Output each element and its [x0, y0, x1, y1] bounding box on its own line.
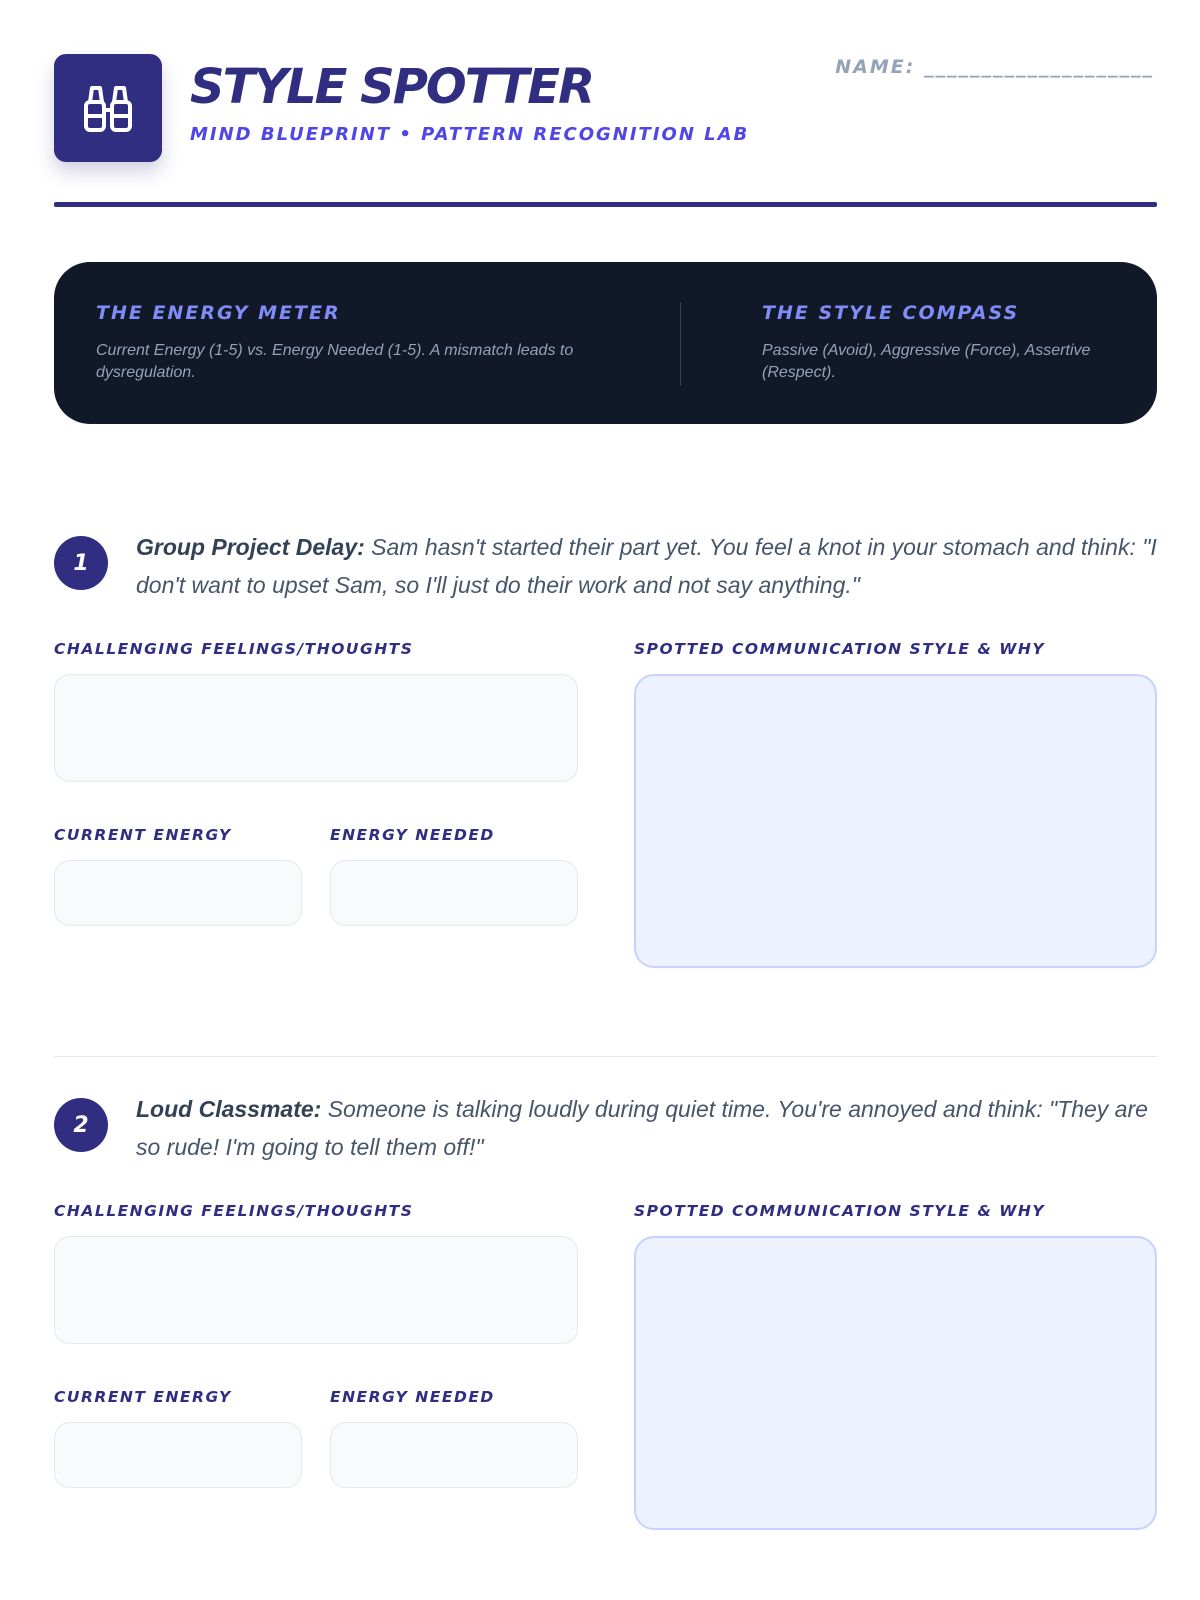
energy-needed-input[interactable]	[330, 1422, 578, 1488]
scenario-number-badge: 1	[54, 536, 108, 590]
scenario-number-badge: 2	[54, 1098, 108, 1152]
energy-needed-input[interactable]	[330, 860, 578, 926]
style-compass-title: THE STYLE COMPASS	[762, 302, 1020, 324]
feelings-label: CHALLENGING FEELINGS/THOUGHTS	[54, 640, 414, 658]
scenario-prompt	[136, 1090, 1157, 1166]
binoculars-icon	[76, 76, 140, 140]
scenario-prompt	[136, 528, 1157, 604]
current-energy-label: CURRENT ENERGY	[54, 826, 232, 844]
style-compass-text: Passive (Avoid), Aggressive (Force), Assertive (Respect).	[762, 342, 1091, 381]
info-divider	[680, 302, 681, 386]
page-subtitle: MIND BLUEPRINT • PATTERN RECOGNITION LAB	[190, 124, 750, 145]
scenario-2	[54, 1090, 1157, 1530]
energy-needed-label: ENERGY NEEDED	[330, 1388, 495, 1406]
energy-meter-text: Current Energy (1-5) vs. Energy Needed (1-5). A mismatch leads to dysregulation.	[96, 342, 574, 381]
page-title: STYLE SPOTTER	[190, 59, 594, 115]
current-energy-input[interactable]	[54, 860, 302, 926]
style-label: SPOTTED COMMUNICATION STYLE & WHY	[634, 1202, 1046, 1220]
name-label: NAME:	[835, 56, 916, 78]
feelings-input[interactable]	[54, 1236, 578, 1344]
scenario-1	[54, 528, 1157, 968]
scenario-text: Sam hasn't started their part yet. You feel a knot in your stomach and think: "I don't want to upset Sam, so I'll just do their work and not say anything."	[136, 534, 1157, 598]
energy-meter-info	[96, 302, 616, 384]
style-compass-info	[762, 302, 1092, 384]
scenario-lead: Group Project Delay:	[136, 534, 365, 560]
style-answer-box[interactable]	[634, 1236, 1157, 1530]
section-separator	[54, 1056, 1157, 1057]
scenario-text: Someone is talking loudly during quiet time. You're annoyed and think: "They are so rude! I'm going to tell them off!"	[136, 1096, 1148, 1160]
scenario-lead: Loud Classmate:	[136, 1096, 322, 1122]
current-energy-label: CURRENT ENERGY	[54, 1388, 232, 1406]
energy-needed-label: ENERGY NEEDED	[330, 826, 495, 844]
header-divider	[54, 202, 1157, 207]
logo-badge	[54, 54, 162, 162]
info-panel	[54, 262, 1157, 424]
name-field[interactable]	[835, 56, 1154, 78]
feelings-label: CHALLENGING FEELINGS/THOUGHTS	[54, 1202, 414, 1220]
current-energy-input[interactable]	[54, 1422, 302, 1488]
style-answer-box[interactable]	[634, 674, 1157, 968]
style-label: SPOTTED COMMUNICATION STYLE & WHY	[634, 640, 1046, 658]
name-blank[interactable]: ____________________	[924, 56, 1154, 78]
energy-meter-title: THE ENERGY METER	[96, 302, 341, 324]
feelings-input[interactable]	[54, 674, 578, 782]
